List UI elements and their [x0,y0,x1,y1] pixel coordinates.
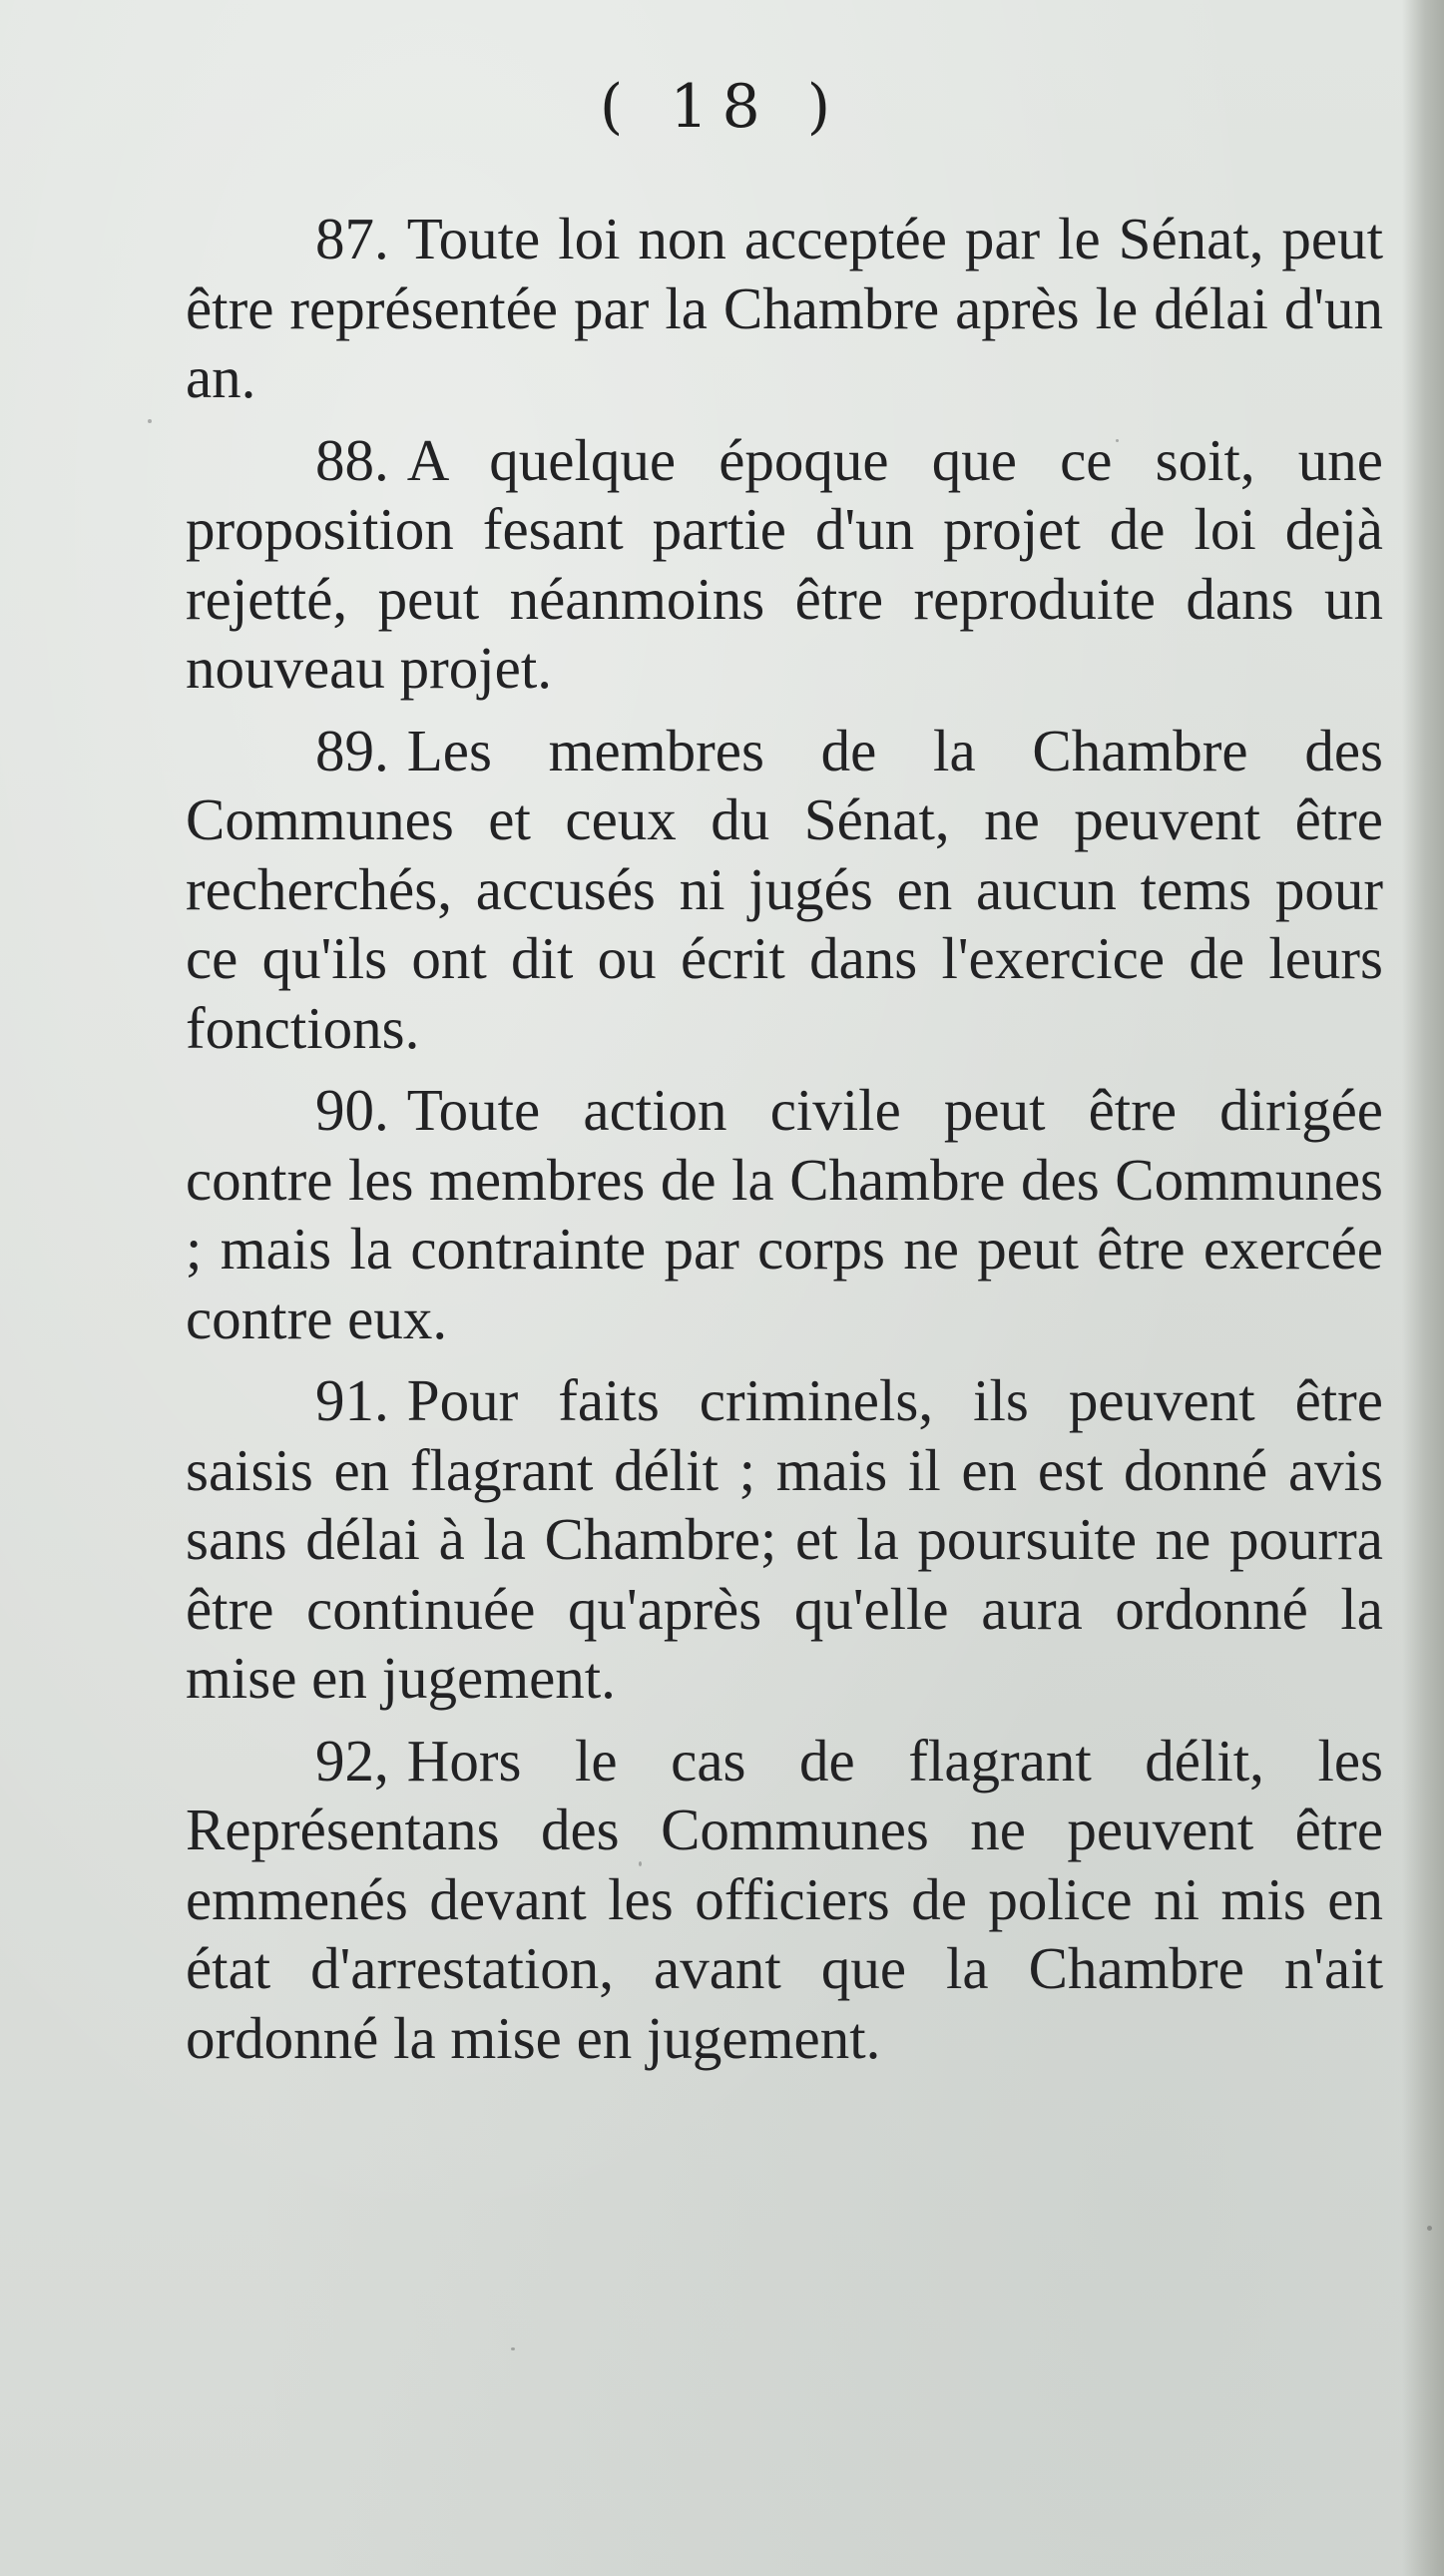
article-number: 91. [315,1367,389,1433]
paper-speck [1427,2226,1432,2231]
article-number: 89. [315,717,389,783]
page-body [186,205,1383,2086]
article-number: 88. [315,426,389,493]
article-90 [186,1076,1383,1353]
article-number: 92, [315,1727,389,1794]
page-edge-shadow [1402,0,1444,2576]
paper-speck [511,2347,515,2350]
paper-speck [1116,439,1119,442]
article-text: Pour faits criminels, ils peuvent être saisis en flagrant délit ; mais il en est donné avis sans délai à la Chambre; et la poursuite ne pourra être continuée qu'après qu'elle aura ordonné la mise en jugement. [186,1367,1383,1711]
paper-speck [639,1861,642,1866]
article-88 [186,426,1383,704]
article-text: A quelque époque que ce soit, une proposition fesant partie d'un projet de loi dejà rejetté, peut néanmoins être reproduite dans un nouveau projet. [186,426,1383,701]
article-87 [186,205,1383,413]
article-text: Hors le cas de flagrant délit, les Représentans des Communes ne peuvent être emmenés devant les officiers de police ni mis en état d'arrestation, avant que la Chambre n'ait ordonné la mise en jugement. [186,1727,1383,2071]
article-text: Toute action civile peut être dirigée contre les membres de la Chambre des Communes ; mais la contrainte par corps ne peut être exercée contre eux. [186,1077,1383,1351]
article-text: Les membres de la Chambre des Communes et ceux du Sénat, ne peuvent être recherchés, accusés ni jugés en aucun tems pour ce qu'ils ont dit ou écrit dans l'exercice de leurs fonctions. [186,717,1383,1061]
page-number: ( 18 ) [599,72,845,142]
article-89 [186,717,1383,1064]
article-92 [186,1727,1383,2074]
article-91 [186,1366,1383,1714]
article-number: 90. [315,1077,389,1143]
article-number: 87. [315,206,389,271]
article-text: Toute loi non acceptée par le Sénat, peut être représentée par la Chambre après le délai d'un an. [186,206,1383,410]
paper-speck [148,419,152,423]
